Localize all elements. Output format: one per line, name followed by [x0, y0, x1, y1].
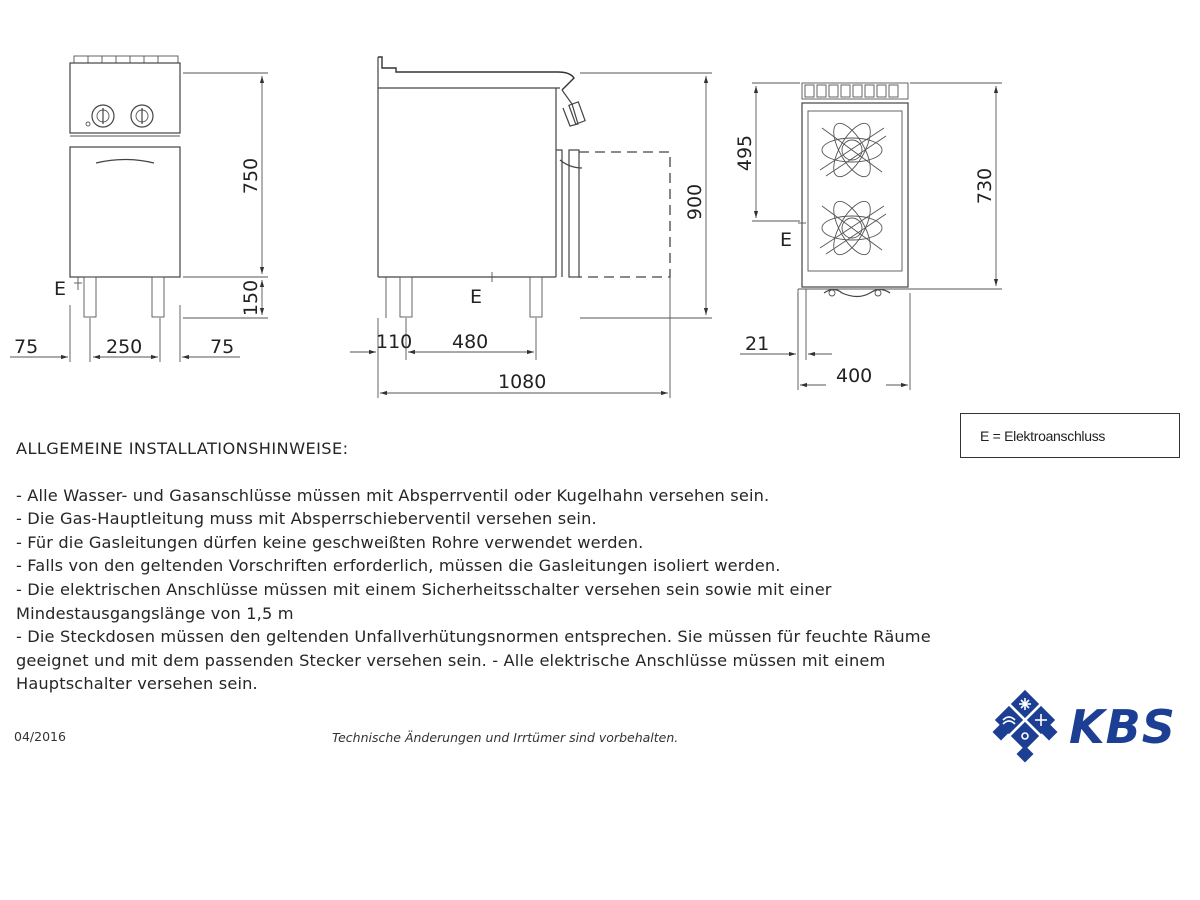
- notes-heading: ALLGEMEINE INSTALLATIONSHINWEISE:: [16, 439, 349, 458]
- front-height-150: 150: [240, 279, 262, 317]
- note-item: - Die Steckdosen müssen den geltenden Unfallverhütungsnormen entsprechen. Sie müssen für feuchte Räume geeignet und mit dem passenden Stecker versehen sein. - Alle elektrische Anschlüsse müssen mit einem Hauptschalter versehen sein.: [16, 627, 931, 694]
- top-offset-21: 21: [745, 333, 770, 355]
- side-knob-icon: [562, 90, 585, 126]
- note-item: - Die elektrischen Anschlüsse müssen mit einem Sicherheitsschalter versehen sein sowie mit einer Mindestausgangslänge von 1,5 m: [16, 579, 832, 623]
- top-width-400: 400: [836, 365, 873, 387]
- side-height-900: 900: [684, 183, 706, 221]
- burner-back-icon: [820, 118, 886, 182]
- side-depth-110: 110: [376, 331, 413, 353]
- note-item: - Für die Gasleitungen dürfen keine geschweißten Rohre verwendet werden.: [16, 532, 644, 552]
- burner-front-icon: [820, 196, 886, 260]
- note-item: - Die Gas-Hauptleitung muss mit Absperrschieberventil versehen sein.: [16, 509, 597, 529]
- top-depth-730: 730: [974, 167, 996, 205]
- kbs-logo: [985, 688, 1200, 768]
- front-connection-label: E: [54, 278, 67, 300]
- disclaimer: Technische Änderungen und Irrtümer sind vorbehalten.: [332, 730, 679, 745]
- kbs-logo-text: KBS: [1069, 700, 1176, 754]
- front-height-750: 750: [240, 157, 262, 195]
- legend-text: E = Elektroanschluss: [980, 428, 1106, 444]
- side-connection-label: E: [470, 286, 483, 308]
- note-item: - Falls von den geltenden Vorschriften erforderlich, müssen die Gasleitungen isoliert werden.: [16, 556, 781, 576]
- side-depth-1080: 1080: [498, 371, 547, 393]
- knob-left-icon: [92, 105, 114, 127]
- front-width-left-75: 75: [14, 336, 39, 358]
- side-depth-480: 480: [452, 331, 489, 353]
- note-item: - Alle Wasser- und Gasanschlüsse müssen mit Absperrventil oder Kugelhahn versehen sein.: [16, 485, 770, 505]
- front-view: [10, 56, 268, 362]
- installation-notes: [16, 437, 936, 696]
- knob-right-icon: [131, 105, 153, 127]
- top-depth-495: 495: [734, 134, 756, 172]
- front-width-right-75: 75: [210, 336, 235, 358]
- legend-box: [960, 413, 1180, 458]
- front-width-250: 250: [106, 336, 143, 358]
- top-connection-label: E: [780, 229, 793, 251]
- technical-drawing: [0, 0, 1200, 410]
- document-date: 04/2016: [14, 729, 66, 744]
